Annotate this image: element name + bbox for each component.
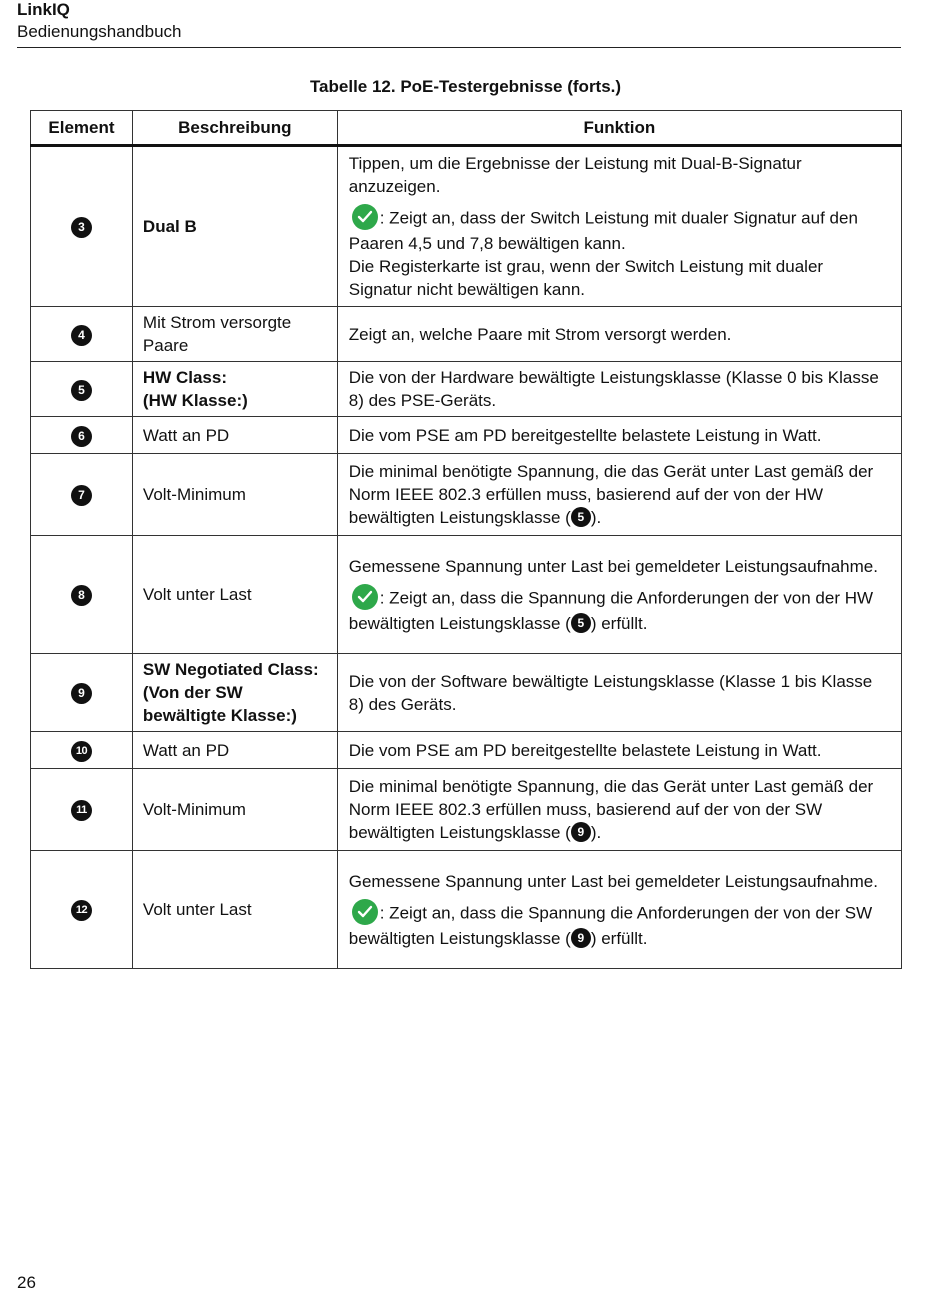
- function-text: Zeigt an, welche Paare mit Strom versorgt werden.: [348, 324, 732, 344]
- element-reference-badge: 9: [571, 822, 591, 842]
- function-text: Die Registerkarte ist grau, wenn der Switch Leistung mit dualer Signatur nicht bewältigen kann.: [348, 257, 824, 299]
- function-text-part: Die minimal benötigte Spannung, die das Gerät unter Last gemäß der Norm IEEE 802.3 erfüllen muss, basierend auf der von der HW bewältigten Leistungsklasse (: [348, 462, 874, 527]
- row-description: SW Negotiated Class: (Von der SW bewältigte Klasse:): [132, 654, 337, 732]
- function-text-part: ).: [590, 508, 602, 527]
- check-circle-icon: [352, 899, 378, 925]
- row-function: [337, 362, 901, 417]
- column-header-beschreibung: Beschreibung: [132, 111, 337, 146]
- table-title: Tabelle 12. PoE-Testergebnisse (forts.): [309, 77, 622, 96]
- row-function: [337, 536, 901, 654]
- element-number-badge: 3: [71, 217, 92, 238]
- table-row: [31, 307, 902, 362]
- table-row: [31, 454, 902, 536]
- table-row: [31, 654, 902, 732]
- element-reference-badge: 5: [571, 507, 591, 527]
- function-text: Die vom PSE am PD bereitgestellte belastete Leistung in Watt.: [348, 740, 822, 760]
- element-number-badge: 11: [71, 800, 92, 821]
- function-text-part: ).: [590, 823, 602, 842]
- column-header-element: Element: [31, 111, 133, 146]
- check-circle-icon: [352, 584, 378, 610]
- row-function: [337, 769, 901, 851]
- table-row: [31, 732, 902, 769]
- function-text-part: ) erfüllt.: [590, 928, 648, 948]
- row-description: Volt-Minimum: [132, 454, 337, 536]
- row-description: Dual B: [132, 146, 337, 307]
- row-description: Volt-Minimum: [132, 769, 337, 851]
- row-function: [337, 307, 901, 362]
- function-text-part: Die minimal benötigte Spannung, die das Gerät unter Last gemäß der Norm IEEE 802.3 erfüllen muss, basierend auf der von der SW bewältigten Leistungsklasse (: [348, 777, 874, 842]
- row-description: Mit Strom versorgte Paare: [132, 307, 337, 362]
- page-number: 26: [17, 1273, 36, 1292]
- function-text: [349, 775, 891, 844]
- column-header-funktion: Funktion: [337, 111, 901, 146]
- function-text: : Zeigt an, dass der Switch Leistung mit dualer Signatur auf den Paaren 4,5 und 7,8 bewältigen kann.: [348, 208, 858, 253]
- function-text-part: ) erfüllt.: [590, 613, 648, 633]
- product-name: LinkIQ: [17, 0, 70, 19]
- row-function: [337, 732, 901, 769]
- row-description: Volt unter Last: [132, 536, 337, 654]
- header-divider: [17, 47, 901, 48]
- element-number-badge: 6: [71, 426, 92, 447]
- table-row: [31, 536, 902, 654]
- element-number-badge: 9: [71, 683, 92, 704]
- row-description: Watt an PD: [132, 417, 337, 454]
- row-function: [337, 654, 901, 732]
- manual-title: Bedienungshandbuch: [17, 22, 182, 41]
- element-number-badge: 5: [71, 380, 92, 401]
- table-header-row: [31, 111, 902, 146]
- function-text-part: : Zeigt an, dass die Spannung die Anforderungen der von der SW bewältigten Leistungsklasse (: [348, 902, 873, 948]
- element-number-badge: 4: [71, 325, 92, 346]
- element-number-badge: 8: [71, 585, 92, 606]
- row-function: [337, 851, 901, 969]
- row-function: [337, 146, 901, 307]
- function-text: [349, 460, 891, 529]
- element-reference-badge: 9: [571, 928, 591, 948]
- check-circle-icon: [352, 204, 378, 230]
- function-check-line: [349, 206, 891, 255]
- description-line: (HW Klasse:): [142, 391, 248, 410]
- row-function: [337, 454, 901, 536]
- table-row: [31, 362, 902, 417]
- function-check-line: [349, 586, 891, 635]
- function-text: Die vom PSE am PD bereitgestellte belastete Leistung in Watt.: [348, 425, 822, 445]
- table-row: [31, 417, 902, 454]
- function-check-line: [349, 901, 891, 950]
- element-number-badge: 7: [71, 485, 92, 506]
- function-text-part: : Zeigt an, dass die Spannung die Anforderungen der von der HW bewältigten Leistungsklasse (: [348, 587, 874, 633]
- function-text: Die von der Software bewältigte Leistungsklasse (Klasse 1 bis Klasse 8) des Geräts.: [348, 671, 873, 714]
- function-text: Tippen, um die Ergebnisse der Leistung mit Dual-B-Signatur anzuzeigen.: [348, 154, 802, 196]
- function-text: Die von der Hardware bewältigte Leistungsklasse (Klasse 0 bis Klasse 8) des PSE-Geräts.: [348, 368, 879, 410]
- row-function: [337, 417, 901, 454]
- row-description: [132, 362, 337, 417]
- table-row: [31, 146, 902, 307]
- row-description: Watt an PD: [132, 732, 337, 769]
- description-line: HW Class:: [142, 368, 227, 387]
- poe-results-table: [30, 110, 902, 969]
- function-text: Gemessene Spannung unter Last bei gemeldeter Leistungsaufnahme.: [348, 556, 878, 576]
- element-reference-badge: 5: [571, 613, 591, 633]
- function-text: Gemessene Spannung unter Last bei gemeldeter Leistungsaufnahme.: [348, 871, 878, 891]
- element-number-badge: 12: [71, 900, 92, 921]
- row-description: Volt unter Last: [132, 851, 337, 969]
- element-number-badge: 10: [71, 741, 92, 762]
- table-row: [31, 769, 902, 851]
- table-row: [31, 851, 902, 969]
